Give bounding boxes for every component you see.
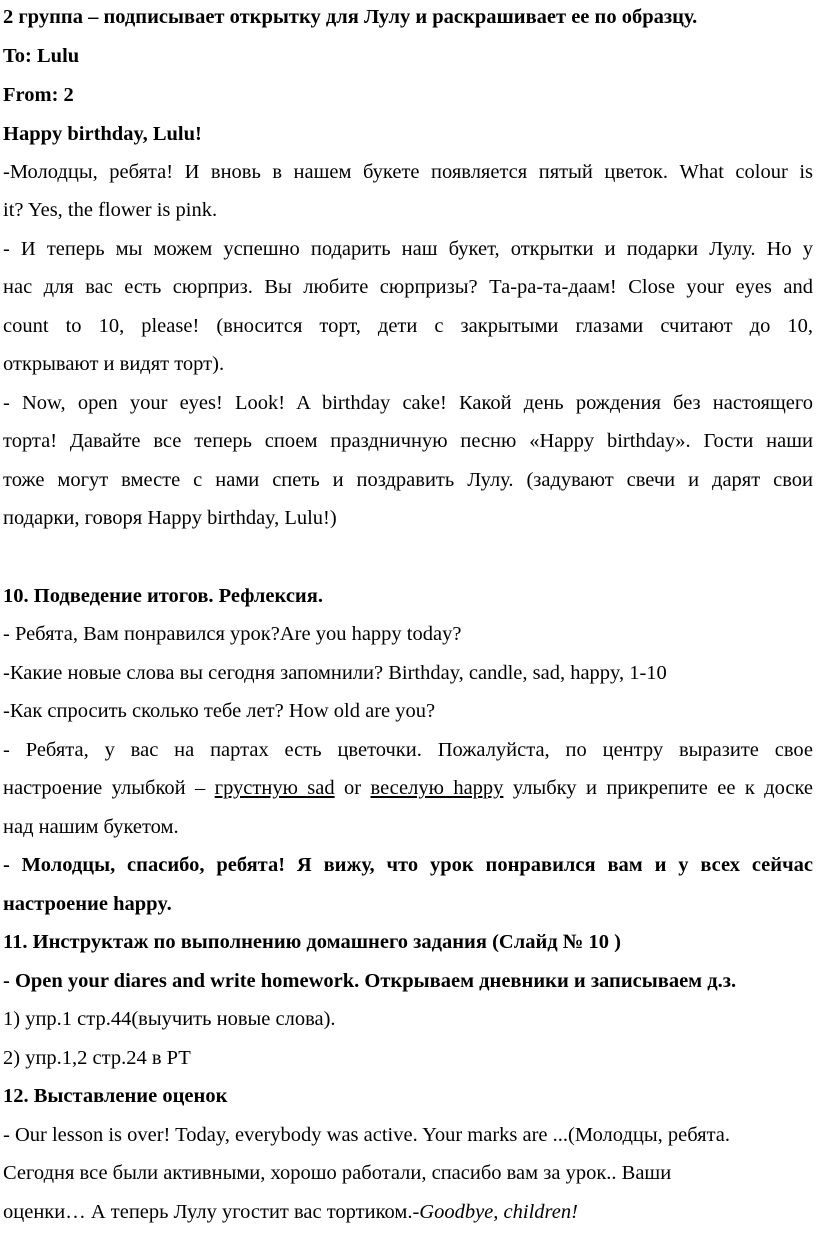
question-line: - Ребята, Вам понравился урок?Are you happy today? [3, 623, 462, 645]
paragraph-line: - Ребята, у вас на партах есть цветочки. Пожалуйста, по центру выразите свое [3, 739, 813, 761]
bold-paragraph-line: настроение happy. [3, 893, 172, 915]
group2-heading: 2 группа – подписывает открытку для Лулу и раскрашивает ее по образцу. [3, 6, 698, 28]
paragraph-line: - И теперь мы можем успешно подарить наш букет, открытки и подарки Лулу. Но у [3, 238, 813, 260]
paragraph-line: - Our lesson is over! Today, everybody was active. Your marks are ...(Молодцы, ребята. [3, 1124, 730, 1146]
paragraph-line: подарки, говоря Happy birthday, Lulu!) [3, 507, 337, 529]
paragraph-line-final [3, 1199, 813, 1225]
paragraph-line: count to 10, please! (вносится торт, дети с закрытыми глазами считают до 10, [3, 315, 813, 337]
paragraph-line: - Now, open your eyes! Look! A birthday cake! Какой день рождения без настоящего [3, 392, 813, 414]
sad-option: грустную sad [214, 777, 335, 799]
card-greeting: Happy birthday, Lulu! [3, 123, 202, 145]
paragraph-line: -Молодцы, ребята! И вновь в нашем букете появляется пятый цветок. What colour is [3, 161, 813, 183]
card-to: To: Lulu [3, 45, 80, 67]
happy-option: веселую happy [370, 777, 504, 799]
section12-heading: 12. Выставление оценок [3, 1085, 228, 1107]
paragraph-line: Сегодня все были активными, хорошо работали, спасибо вам за урок.. Ваши [3, 1162, 672, 1184]
paragraph-line: открывают и видят торт). [3, 353, 225, 375]
homework-instruction: - Open your diares and write homework. Открываем дневники и записываем д.з. [3, 970, 737, 992]
homework-item-2: 2) упр.1,2 стр.24 в РТ [3, 1047, 191, 1069]
homework-item-1: 1) упр.1 стр.44(выучить новые слова). [3, 1008, 336, 1030]
paragraph-line: it? Yes, the flower is pink. [3, 199, 218, 221]
section11-heading: 11. Инструктаж по выполнению домашнего задания (Слайд № 10 ) [3, 931, 621, 953]
mood-text: настроение улыбкой – [3, 777, 215, 799]
or-text: or [334, 777, 371, 799]
paragraph-line: тоже могут вместе с нами спеть и поздравить Лулу. (задувают свечи и дарят свои [3, 469, 813, 491]
paragraph-line-mood [3, 775, 813, 801]
paragraph-line: нас для вас есть сюрприз. Вы любите сюрпризы? Та-ра-та-даам! Close your eyes and [3, 276, 813, 298]
paragraph-line: торта! Давайте все теперь споем праздничную песню «Happy birthday». Гости наши [3, 430, 813, 452]
question-line: -Какие новые слова вы сегодня запомнили? Birthday, candle, sad, happy, 1-10 [3, 662, 667, 684]
paragraph-line: над нашим букетом. [3, 816, 179, 838]
question-line: -Как спросить сколько тебе лет? How old are you? [3, 700, 436, 722]
final-text: оценки… А теперь Лулу угостит вас тортиком.- [3, 1201, 420, 1223]
card-from: From: 2 [3, 84, 74, 106]
section10-heading: 10. Подведение итогов. Рефлексия. [3, 585, 323, 607]
bold-paragraph-line: - Молодцы, спасибо, ребята! Я вижу, что урок понравился вам и у всех сейчас [3, 854, 813, 876]
mood-text-end: улыбку и прикрепите ее к доске [503, 777, 814, 799]
goodbye-text: Goodbye, children! [419, 1201, 578, 1223]
